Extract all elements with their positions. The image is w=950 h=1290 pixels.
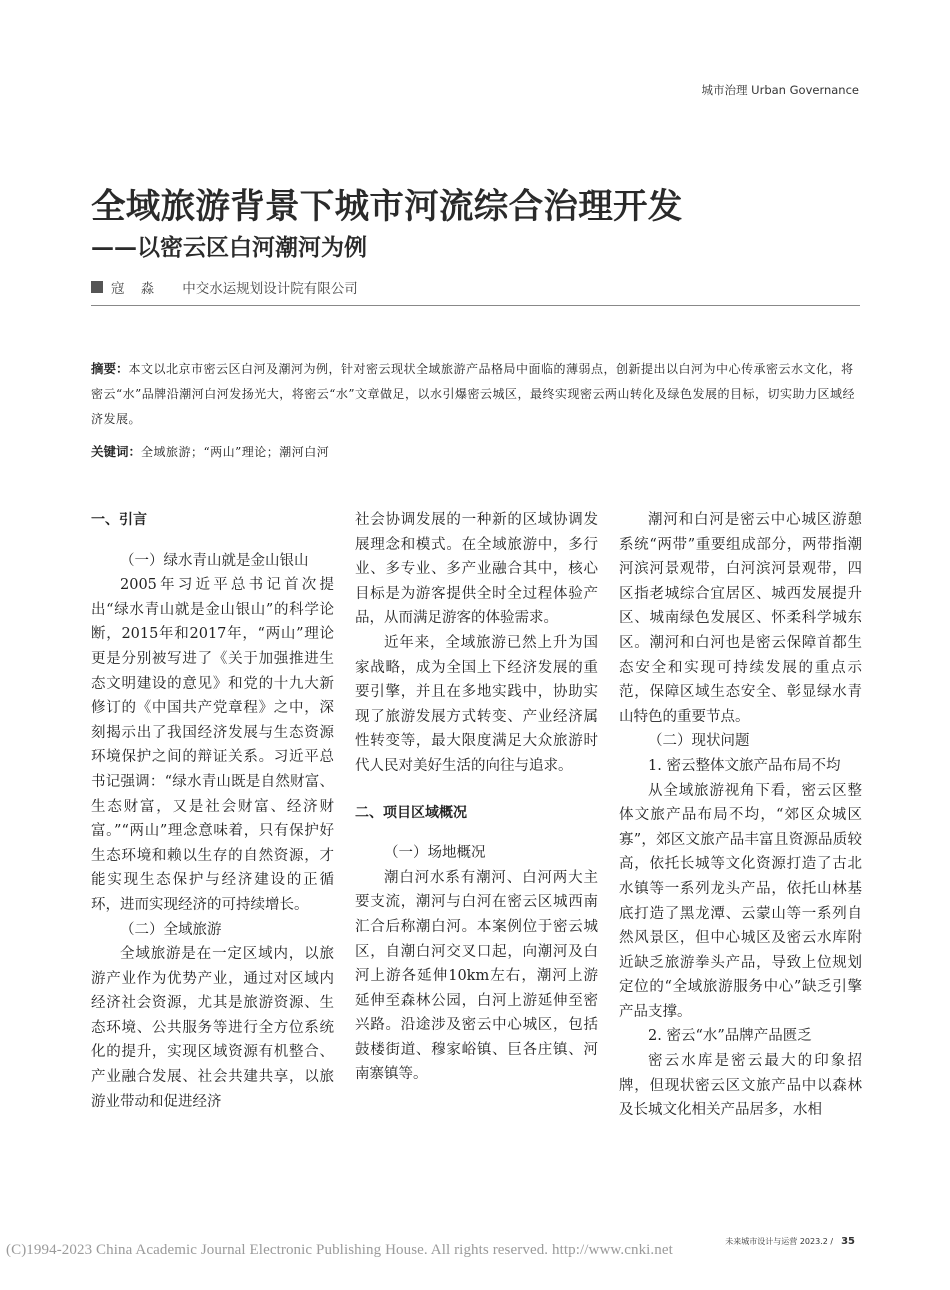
- paragraph: 潮河和白河是密云中心城区游憩系统“两带”重要组成部分，两带指潮河滨河景观带，白河滨河景观带，四区指老城综合宜居区、城西发展提升区、城南绿色发展区、怀柔科学城东区。潮河和白河也是密云保障首都生态安全和实现可持续发展的重点示范，保障区域生态安全、彰显绿水青山特色的重要节点。: [619, 512, 862, 725]
- column-1: [91, 508, 334, 1114]
- column-3: [619, 508, 862, 1123]
- paragraph: 全域旅游是在一定区域内，以旅游产业作为优势产业，通过对区域内经济社会资源，尤其是旅游资源、生态环境、公共服务等进行全方位系统化的提升，实现区域资源有机整合、产业融合发展、社会共建共享，以旅游业带动和促进经济: [91, 946, 334, 1110]
- abstract-label: 摘要：: [91, 361, 129, 376]
- copyright-watermark: (C)1994-2023 China Academic Journal Electronic Publishing House. All rights reserved. http://www.cnki.net: [6, 1242, 673, 1258]
- subsection-heading: （一）绿水青山就是金山银山: [120, 552, 309, 569]
- section-heading-overview: 二、项目区域概况: [355, 804, 467, 821]
- abstract: [91, 356, 861, 432]
- author-name: 寇 淼: [111, 281, 161, 297]
- journal-name: 未来城市设计与运营 2023.2 /: [725, 1237, 834, 1246]
- subsubsection-heading: 2. 密云“水”品牌产品匮乏: [648, 1028, 812, 1045]
- subsubsection-heading: 1. 密云整体文旅产品布局不均: [648, 757, 841, 774]
- article-title: 全域旅游背景下城市河流综合治理开发: [91, 187, 683, 227]
- subsection-heading: （二）全域旅游: [120, 921, 222, 938]
- author-affiliation: 中交水运规划设计院有限公司: [182, 281, 358, 297]
- subsection-heading: （一）场地概况: [384, 845, 486, 862]
- keywords-text: 全域旅游；“两山”理论；潮河白河: [141, 445, 330, 459]
- running-head: 城市治理 Urban Governance: [701, 83, 859, 97]
- subsection-heading: （二）现状问题: [648, 733, 750, 750]
- paragraph: 密云水库是密云最大的印象招牌，但现状密云区文旅产品中以森林及长城文化相关产品居多，水相: [619, 1053, 862, 1119]
- keywords: [91, 439, 861, 465]
- author-marker: [91, 281, 103, 293]
- column-2: [355, 508, 598, 1087]
- author-line: [91, 277, 358, 297]
- paragraph: 近年来，全域旅游已然上升为国家战略，成为全国上下经济发展的重要引擎，并且在多地实践中，协助实现了旅游发展方式转变、产业经济属性转变等，最大限度满足大众旅游时代人民对美好生活的向往与追求。: [355, 634, 598, 774]
- journal-footer: [725, 1236, 855, 1247]
- paragraph: 社会协调发展的一种新的区域协调发展理念和模式。在全域旅游中，多行业、多专业、多产业融合其中，核心目标是为游客提供全时全过程体验产品，从而满足游客的体验需求。: [355, 512, 598, 627]
- paragraph: 潮白河水系有潮河、白河两大主要支流，潮河与白河在密云区城西南汇合后称潮白河。本案例位于密云城区，自潮白河交叉口起，向潮河及白河上游各延伸10km左右，潮河上游延伸至森林公园，白河上游延伸至密兴路。沿途涉及密云中心城区，包括鼓楼街道、穆家峪镇、巨各庄镇、河南寨镇等。: [355, 869, 598, 1083]
- abstract-text: 本文以北京市密云区白河及潮河为例，针对密云现状全域旅游产品格局中面临的薄弱点，创新提出以白河为中心传承密云水文化，将密云“水”品牌沿潮河白河发扬光大，将密云“水”文章做足，以水引爆密云城区，最终实现密云两山转化及绿色发展的目标，切实助力区域经济发展。: [91, 362, 856, 426]
- page-number: 35: [841, 1236, 855, 1247]
- paragraph: 2005年习近平总书记首次提出“绿水青山就是金山银山”的科学论断，2015年和2017年，“两山”理论更是分别被写进了《关于加强推进生态文明建设的意见》和党的十九大新修订的《中国共产党章程》之中，深刻揭示出了我国经济发展与生态资源环境保护之间的辩证关系。习近平总书记强调：“绿水青山既是自然财富、生态财富，又是社会财富、经济财富。”“两山”理念意味着，只有保护好生态环境和赖以生存的自然资源，才能实现生态保护与经济建设的正循环，进而实现经济的可持续增长。: [91, 577, 334, 913]
- article-subtitle: ——以密云区白河潮河为例: [91, 234, 367, 261]
- header-divider: [91, 305, 860, 306]
- section-heading-intro: 一、引言: [91, 512, 147, 528]
- paragraph: 从全域旅游视角下看，密云区整体文旅产品布局不均，“郊区众城区寡”，郊区文旅产品丰富且资源品质较高，依托长城等文化资源打造了古北水镇等一系列龙头产品，依托山林基底打造了黑龙潭、云蒙山等一系列自然风景区，但中心城区及密云水库附近缺乏旅游拳头产品，导致上位规划定位的“全域旅游服务中心”缺乏引擎产品支撑。: [619, 782, 862, 1020]
- keywords-label: 关键词：: [91, 444, 142, 459]
